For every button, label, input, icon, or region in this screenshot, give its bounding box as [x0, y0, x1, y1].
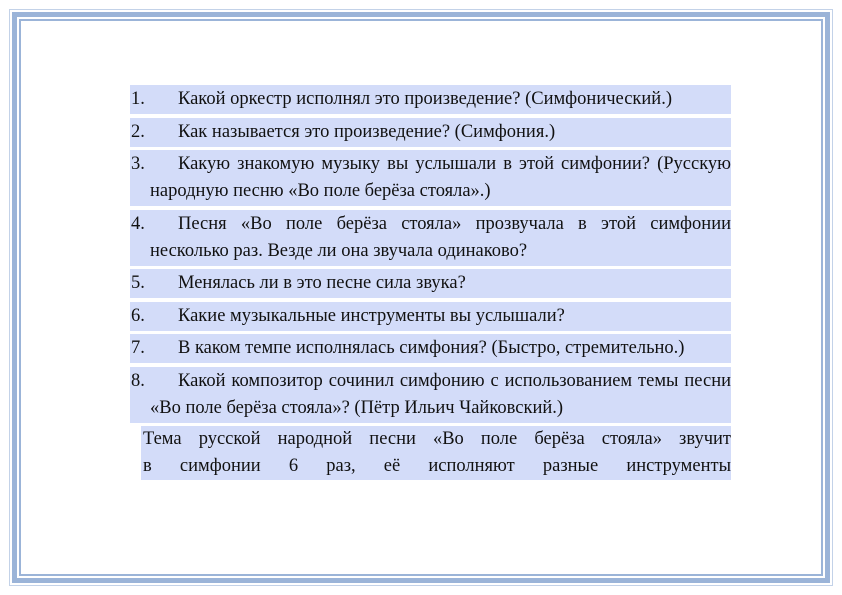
question-item-1: [130, 85, 731, 114]
question-item-2: [130, 118, 731, 147]
note-line-1: Тема русской народной песни «Во поле берёза стояла» звучит: [143, 429, 731, 449]
question-item-4: [130, 210, 731, 266]
slide-content: [130, 85, 731, 480]
question-number: 6.: [131, 305, 145, 326]
question-list: [130, 85, 731, 423]
question-text: Какой оркестр исполнял это произведение? (Симфонический.): [178, 89, 672, 109]
question-text: Какие музыкальные инструменты вы услышали?: [178, 305, 565, 326]
question-number: 2.: [131, 121, 145, 142]
question-item-7: [130, 334, 731, 363]
question-item-8: [130, 367, 731, 423]
question-text: Какой композитор сочинил симфонию с использованием темы песни «Во поле берёза стояла»? (Пётр Ильич Чайковский.): [150, 370, 731, 418]
question-number: 3.: [131, 154, 145, 174]
question-text: Менялась ли в это песне сила звука?: [178, 273, 466, 293]
question-text: Какую знакомую музыку вы услышали в этой симфонии? (Русскую народную песню «Во поле берёза стояла».): [150, 154, 731, 201]
question-item-3: [130, 150, 731, 206]
question-number: 1.: [131, 89, 145, 109]
question-number: 4.: [131, 213, 145, 234]
question-text: В каком темпе исполнялась симфония? (Быстро, стремительно.): [178, 338, 685, 358]
question-text: Как называется это произведение? (Симфония.): [178, 121, 556, 142]
question-item-5: [130, 269, 731, 298]
note-paragraph: [141, 426, 731, 480]
question-item-6: [130, 302, 731, 331]
question-number: 5.: [131, 273, 145, 293]
question-number: 8.: [131, 370, 145, 391]
question-number: 7.: [131, 338, 145, 358]
note-line-2: в симфонии 6 раз, её исполняют разные инструменты: [143, 456, 731, 476]
question-text: Песня «Во поле берёза стояла» прозвучала в этой симфонии несколько раз. Везде ли она звучала одинаково?: [150, 213, 731, 261]
